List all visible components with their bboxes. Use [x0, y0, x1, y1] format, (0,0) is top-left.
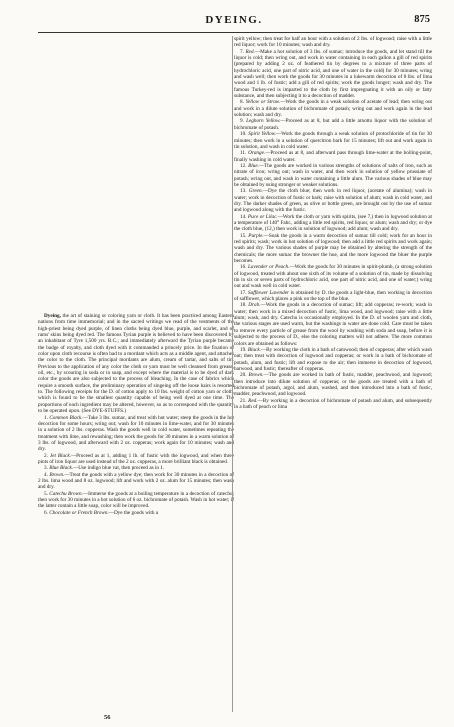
entry-paragraph — [38, 415, 234, 453]
page-header — [38, 14, 430, 30]
entry-heading: Jet Black. — [49, 452, 71, 459]
entry-number: 1. — [44, 414, 48, 421]
entry-heading: Yellow or Straw. — [245, 99, 281, 106]
entry-paragraph — [234, 264, 432, 289]
entry-number: 3. — [44, 465, 48, 472]
entry-text: —Work the goods for 30 minutes in spirit-plumb, (a strong solution of logwood, treated with about one sixth of its volume of a solution of tin, made by dissolving tin in six or seven parts of hydrochloric acid, one part of nitric acid, and one of water;) wring out and wash well in cold water. — [234, 264, 432, 290]
entry-text: —The goods are worked in bath of fustic, madder, peachwood, and logwood; then introduce into dilute solution of copperas; or the goods are treated with a bath of bichromate of potash, argol, and alum, washed, and then introduced into a bath of fustic, madder, peachwood, and logwood. — [234, 372, 432, 398]
entry-heading: Lavender or Peach. — [247, 264, 290, 271]
entry-text: —Immerse the goods at a boiling temperature in a decoction of catechu; then work for 30 minutes in a hot solution of 6 oz. bichromate of potash. Wash in hot water; if the latter contain a little soap, color will be improved. — [38, 490, 234, 510]
entry-text: —The goods are worked in various strengths of solutions of salts of iron, such as nitrate of iron; wring out; wash in water, and then work in solution of yellow prussiate of potash; wring out, and wash in water containing a little alum. The various shades of blue may be obtained by using stronger or weaker solutions. — [234, 162, 432, 188]
entry-heading: Red. — [248, 397, 258, 404]
entry-number: 11. — [240, 150, 247, 157]
entry-heading: Red. — [245, 48, 255, 55]
header-rule — [38, 32, 430, 33]
entry-text: —Proceed as at 8, but add a little arnotto liquor with the solution of bichromate of potash. — [234, 118, 432, 131]
entry-text: —Work the goods through a weak solution of protochloride of tin for 30 minutes; then work in a solution of quercitron bark for 15 minutes; lift out and work again in tin solution, and wash in cold water. — [234, 131, 432, 150]
entry-paragraph — [234, 233, 432, 265]
entry-number: 13. — [240, 188, 247, 195]
running-title: DYEING. — [205, 14, 263, 26]
entry-heading: Purple. — [248, 232, 264, 239]
entry-heading: Safflower Lavender — [248, 289, 290, 296]
entry-number: 5. — [44, 490, 48, 497]
entry-number: 10. — [240, 131, 247, 138]
entry-number: 14. — [240, 213, 247, 220]
entry-text: spirit yellow; then treat for half an hour with a solution of 2 lbs. of logwood; raise with a little red liquor; work for 10 minutes; wash and dry. — [234, 36, 432, 49]
entry-heading: Blue Black. — [49, 465, 74, 472]
entry-paragraph — [234, 290, 432, 303]
entry-text: —Soak the goods in a warm decoction of sumac till cold; work for an hour in red spirits; wash; work in hot solution of logwood; then add a little red spirits and work again; wash and dry. The various shades of purple may be obtained by altering the strength of the chemicals; the more sumac the browner the hue, and the more logwood the bluer the purple becomes. — [234, 232, 432, 265]
entry-paragraph — [38, 472, 234, 491]
entry-heading: Drab. — [248, 302, 261, 309]
entry-heading: Chocolate or French Brown. — [49, 509, 109, 516]
entry-number: 18. — [240, 302, 247, 309]
entry-text: —Proceed as at 8, and afterward pass through lime-water at the boiling-point, finally washing in cold water. — [234, 150, 432, 163]
entry-paragraph — [38, 491, 234, 510]
entry-heading: Puce or Lilac. — [247, 213, 278, 220]
entry-number: 16. — [240, 264, 247, 271]
entry-text: —Proceed as at 1, adding 1 lb. of fustic with the logwood, and when three pints of iron liquor are used instead of the 2 oz. copperas, a more brilliant black is obtained. — [38, 452, 234, 465]
entry-text: is obtained by D. the goods a light-blue, then working in decoction of safflower, which places a pink on the top of the blue. — [234, 289, 432, 303]
entry-number: 2. — [44, 452, 48, 459]
entry-paragraph — [234, 118, 432, 131]
entry-paragraph — [234, 398, 432, 411]
entry-heading: Dyeing, — [44, 313, 61, 319]
entry-text: —Work the cloth or yarn with spirits, (see 7,) then in logwood solution at a temperature of 140° Fahr., adding a little red spirits, red liquor, or alum; wash and dry; or dye the cloth blue, (12,) then work in solution of logwood; add alum; wash and dry. — [234, 213, 432, 233]
entry-number: 20. — [240, 372, 247, 379]
entry-paragraph — [234, 302, 432, 346]
entry-paragraph — [234, 150, 432, 163]
page-number: 875 — [414, 14, 430, 25]
entry-heading: Brown. — [49, 471, 65, 478]
entry-heading: Green. — [248, 188, 263, 195]
entry-number: 9. — [240, 118, 244, 125]
entry-number: 6. — [44, 509, 48, 516]
entry-number: 8. — [240, 99, 244, 106]
entry-text: —By working the cloth in a bath of camwood; then of copperas; after which wash out; then treat with decoction of logwood and copperas; or work in a bath of bichromate of potash, alum, and fustic; lift and expose to the air; then immerse in decoction of logwood, barwood, and fustic; thereafter of copperas. — [234, 346, 432, 372]
entry-number: 12. — [240, 162, 247, 169]
entry-text: —Work the goods in a decoction of sumac; lift; add copperas; re-work; wash in water; then work in a mixed decoction of fustic, lima wood, and logwood; raise with a little alum; wash, and dry. Catechu is occasionally employed. In the D. of woolen yarn and cloth, the various stages are used warm, but the washings in water are done cold. Care must be taken to remove every particle of grease from the wool by washing with soda and soap, before it is subjected to the process of D., else the coloring matters will not adhere. The more common colors are obtained as follows: — [234, 302, 432, 347]
entry-number: 4. — [44, 471, 48, 478]
signature-mark: 56 — [104, 714, 111, 721]
entry-paragraph — [234, 214, 432, 233]
entry-heading: Blue. — [248, 162, 259, 169]
entry-paragraph — [234, 347, 432, 372]
entry-paragraph — [234, 49, 432, 100]
entry-paragraph — [234, 99, 432, 118]
entry-text: —Dye the goods with a — [108, 509, 159, 516]
entry-number: 19. — [240, 346, 247, 353]
entry-heading: Common Black. — [49, 414, 83, 421]
entry-text: —By working in a decoction of bichromate of potash and alum, and subsequently in a bath of peach or lima — [234, 397, 432, 410]
entry-text: —Work the goods in a weak solution of acetate of lead; then wring out and work in a dilute solution of bichromate of potash; wring out and work again in the lead solution; wash and dry. — [234, 99, 432, 119]
entry-number: 17. — [240, 289, 247, 296]
column-divider — [232, 36, 233, 712]
entry-heading: Black. — [247, 346, 261, 353]
entry-paragraph — [234, 372, 432, 397]
entry-paragraph — [234, 188, 432, 213]
entry-heading: Catechu Brown. — [49, 490, 83, 497]
entry-heading: Spirit Yellow. — [248, 131, 277, 138]
continuation-paragraph — [234, 36, 432, 49]
entry-paragraph — [234, 131, 432, 150]
entry-text: —Dye the cloth blue; then work in red liquor, (acetate of alumina); wash in water; work in decoction of fustic or bark; raise with solution of alum; wash in cold water, and dry. The darker shades of green, as olive or bottle green, are brought out by the use of sumac and logwood along with the fustic. — [234, 188, 432, 214]
entry-number: 15. — [240, 232, 247, 239]
entry-text: —Take 3 lbs. sumac, and treat with hot water; steep the goods in the hot decoction for some hours; wring out; wash for 10 minutes in lime-water, and for 30 minutes in a solution of 2 lbs. copperas. Wash the goods well in cold water, sometimes repeating the treatment with lime, and rewashing; then work the goods for 30 minutes in a warm solution of 3 lbs. of logwood, and afterward with 2 oz. copperas; work again for 10 minutes; wash and dry. — [38, 414, 234, 453]
entry-paragraph — [234, 163, 432, 188]
entry-number: 7. — [240, 48, 244, 55]
right-column — [234, 36, 432, 726]
left-column — [38, 36, 234, 712]
entry-paragraph — [38, 453, 234, 466]
entry-paragraph — [38, 313, 234, 415]
entry-number: 21. — [240, 397, 247, 404]
entry-text: —Treat the goods with a yellow dye; then work for 30 minutes in a decoction of 2 lbs. lima wood and 8 oz. logwood; lift and work with 2 oz. alum for 15 minutes; then wash and dry. — [38, 471, 234, 491]
entry-text: —Use indigo blue vat, then proceed as in 1. — [73, 465, 165, 472]
entry-heading: Brown. — [248, 372, 264, 379]
entry-heading: Leghorn Yellow. — [246, 118, 281, 125]
entry-text: —Make a hot solution of 3 lbs. of sumac; introduce the goods, and let stand till the liquor is cold; then wring out, and work in water containing in each gallon a gill of red spirits (prepared by adding 2 oz. of feathered tin by degrees to a mixture of three parts of hydrochloric acid, one part of nitric acid, and one of water in the cold) for 30 minutes; wring and wash well; then work the goods for 30 minutes in a lukewarm decoction of 8 lbs. of lima wood and 1 lb. of fustic; add a gill of red spirits; work the goods longer; wash and dry. The famous Turkey-red is imparted to the cloth by first impregnating it with an oily or fatty substance, and then subjecting it to a decoction of madder. — [234, 48, 432, 100]
entry-heading: Orange. — [248, 150, 266, 157]
entry-text: the art of staining or coloring yarn or cloth. It has been practiced among Eastern nations from time immemorial; and in the sacred writings we read of the vestments of the high-priest being dyed purple, of linen cloths being dyed blue, purple, and scarlet, and of rams' skins being dyed red. The famous Tyrian purple is believed to have been discovered by an inhabitant of Tyre 1,500 yrs. B.C.; and immediately afterward the Tyrian purple became the badge of royalty, and cloth dyed with it commanded a princely price. In the fixation of color upon cloth recourse is often had to a mordant which acts as a middle agent, and attaches the color to the cloth. The principal mordants are alum, cream of tartar, and salts of tin. Previous to the application of any color the cloth or yarn must be well cleansed from grease, oil, etc., by scouring in soda or in soap, and except where the material is to be dyed of dark color the goods are also subjected to the process of bleaching. In the case of fabrics which require a smooth surface, the preliminary operation of singeing off the loose hairs is resorted to. The following receipts for the D. of cotton apply to 10 lbs. weight of cotton yarn or cloth, which is found to be the smallest quantity capable of being well dyed at one time. The proportions of each ingredient may be altered, however, so as to correspond with the quantity to be operated upon. (See DYE-STUFFS.) — [38, 313, 234, 415]
entry-paragraph — [38, 510, 234, 516]
